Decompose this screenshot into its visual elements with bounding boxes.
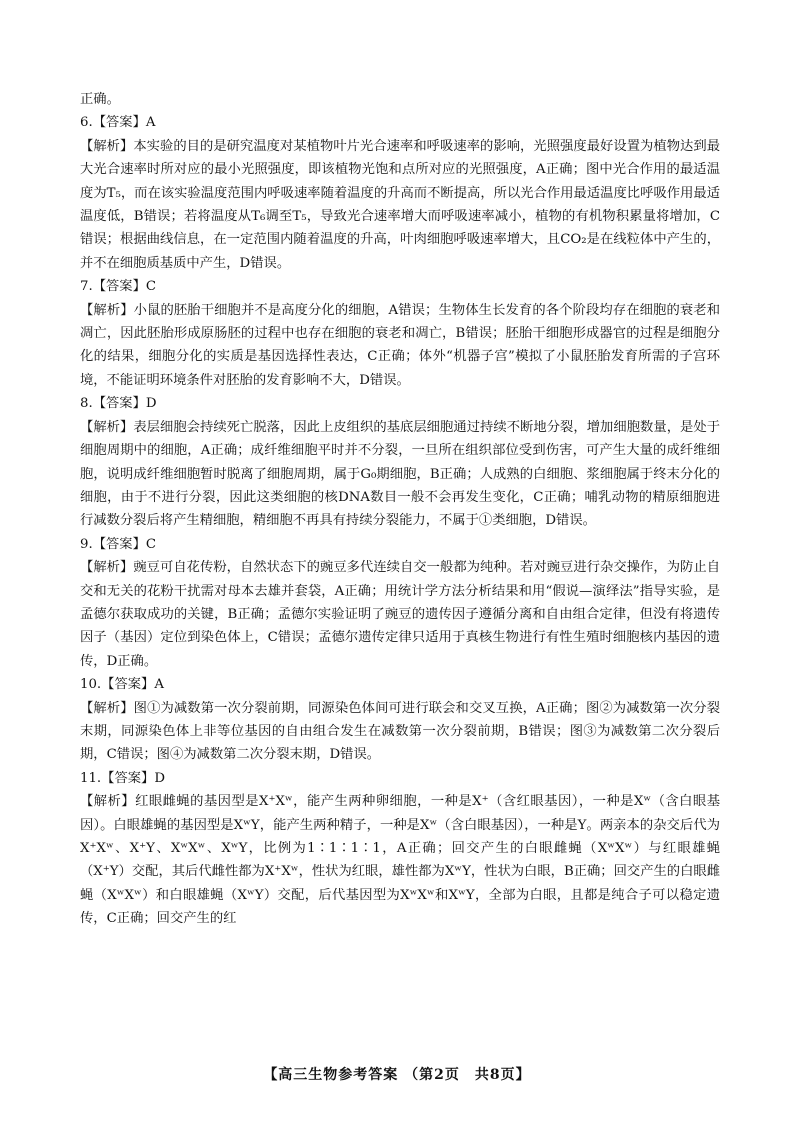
question-number: 11. [80, 770, 102, 786]
question-number: 6. [80, 115, 93, 131]
question-number: 7. [80, 279, 93, 295]
answer-label: 【答案】D [92, 396, 157, 412]
question-number: 9. [80, 536, 93, 552]
answer-label: 【答案】A [101, 677, 164, 693]
question-number: 10. [80, 677, 102, 693]
answer-label: 【答案】A [92, 115, 156, 131]
explanation: 【解析】本实验的目的是研究温度对某植物叶片光合速率和呼吸速率的影响，光照强度最好设置为植物达到最大光合速率时所对应的最小光照强度，即该植物光饱和点所对应的光照强度，A正确；图中光合作用的最适温度为T₅，而在该实验温度范围内呼吸速率随着温度的升高而不断提高，所以光合作用最适温度比呼吸作用最适温度低，B错误；若将温度从T₆调至T₅，导致光合速率增大而呼吸速率减小，植物的有机物积累量将增加，C错误；根据曲线信息，在一定范围内随着温度的升高，叶肉细胞呼吸速率增大，且CO₂是在线粒体中产生的，并不在细胞质基质中产生，D错误。 [80, 138, 720, 271]
answer-label: 【答案】D [101, 770, 166, 786]
answer-label: 【答案】C [92, 279, 157, 295]
question-6 [80, 111, 720, 275]
question-number: 8. [80, 396, 93, 412]
explanation: 【解析】小鼠的胚胎干细胞并不是高度分化的细胞，A错误；生物体生长发育的各个阶段均存在细胞的衰老和凋亡，因此胚胎形成原肠胚的过程中也存在细胞的衰老和凋亡，B错误；胚胎干细胞形成器官的过程是细胞分化的结果，细胞分化的实质是基因选择性表达，C正确；体外“机器子宫”模拟了小鼠胚胎发育所需的子宫环境，不能证明环境条件对胚胎的发育影响不大，D错误。 [80, 302, 720, 388]
question-7 [80, 275, 720, 392]
question-11 [80, 767, 720, 931]
explanation: 【解析】豌豆可自花传粉，自然状态下的豌豆多代连续自交一般都为纯种。若对豌豆进行杂交操作，为防止自交和无关的花粉干扰需对母本去雄并套袋，A正确；用统计学方法分析结果和用“假说—演绎法”指导实验，是孟德尔获取成功的关键，B正确；孟德尔实验证明了豌豆的遗传因子遵循分离和自由组合定律，但没有将遗传因子（基因）定位到染色体上，C错误；孟德尔遗传定律只适用于真核生物进行有性生殖时细胞核内基因的遗传，D正确。 [80, 560, 720, 669]
answer-content [80, 88, 720, 931]
question-8 [80, 392, 720, 532]
question-9 [80, 533, 720, 673]
explanation: 【解析】图①为减数第一次分裂前期，同源染色体间可进行联会和交叉互换，A正确；图②为减数第一次分裂末期，同源染色体上非等位基因的自由组合发生在减数第一次分裂前期，B错误；图③为减数第二次分裂后期，C错误；图④为减数第二次分裂末期，D错误。 [80, 700, 720, 763]
intro-line: 正确。 [80, 92, 120, 107]
question-10 [80, 673, 720, 767]
explanation: 【解析】红眼雌蝇的基因型是X⁺Xʷ，能产生两种卵细胞，一种是X⁺（含红眼基因），一种是Xʷ（含白眼基因）。白眼雄蝇的基因型是XʷY，能产生两种精子，一种是Xʷ（含白眼基因），一种是Y。两亲本的杂交后代为X⁺Xʷ、X⁺Y、XʷXʷ、XʷY，比例为1∶1∶1∶1，A正确；回交产生的白眼雌蝇（XʷXʷ）与红眼雄蝇（X⁺Y）交配，其后代雌性都为X⁺Xʷ，性状为红眼，雄性都为XʷY，性状为白眼，B正确；回交产生的白眼雌蝇（XʷXʷ）和白眼雄蝇（XʷY）交配，后代基因型为XʷXʷ和XʷY，全部为白眼，且都是纯合子可以稳定遗传，C正确；回交产生的红 [80, 794, 720, 927]
page-footer: 【高三生物参考答案 （第2页 共8页】 [263, 1067, 531, 1083]
explanation: 【解析】表层细胞会持续死亡脱落，因此上皮组织的基底层细胞通过持续不断地分裂，增加细胞数量，是处于细胞周期中的细胞，A正确；成纤维细胞平时并不分裂，一旦所在组织部位受到伤害，可产生大量的成纤维细胞，说明成纤维细胞暂时脱离了细胞周期，属于G₀期细胞，B正确；人成熟的白细胞、浆细胞属于终末分化的细胞，由于不进行分裂，因此这类细胞的核DNA数目一般不会再发生变化，C正确；哺乳动物的精原细胞进行减数分裂后将产生精细胞，精细胞不再具有持续分裂能力，不属于①类细胞，D错误。 [80, 419, 720, 529]
answer-label: 【答案】C [92, 536, 157, 552]
